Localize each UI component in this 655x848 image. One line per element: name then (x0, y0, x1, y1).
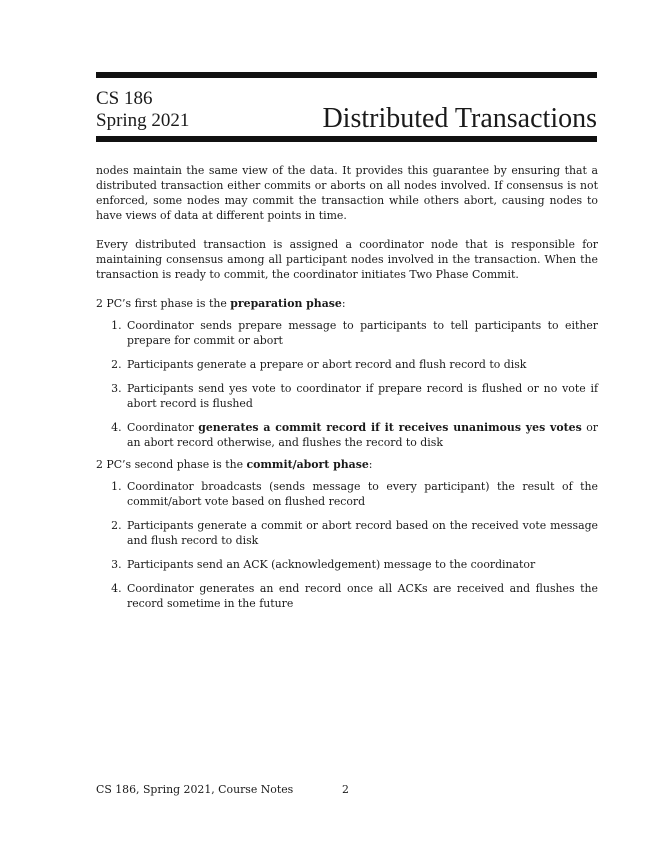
phase2-intro-suffix: : (368, 458, 373, 471)
page-number: 2 (342, 783, 349, 796)
phase1-item4-suffix: or an abort record otherwise, and flushes the record to disk (127, 421, 598, 449)
phase2-intro (96, 457, 598, 472)
phase2-list (96, 479, 598, 611)
phase1-list (96, 318, 598, 450)
paragraph-coordinator: Every distributed transaction is assigned a coordinator node that is responsible for maintaining consensus among all participant nodes involved in the transaction. When the transaction is ready to commit, the coordinator initiates Two Phase Commit. (96, 238, 598, 281)
paragraph-consensus: nodes maintain the same view of the data. It provides this guarantee by ensuring that a distributed transaction either commits or aborts on all nodes involved. If consensus is not enforced, some nodes may commit the transaction while others abort, causing nodes to have views of data at different points in time. (96, 164, 598, 222)
phase2-intro-prefix: 2 PC’s second phase is the (96, 458, 247, 471)
phase1-item (125, 420, 598, 450)
course-label (96, 88, 189, 132)
phase2-item: 2. Participants generate a commit or abort record based on the received vote message and flush record to disk (125, 518, 598, 548)
course-number: CS 186 (96, 88, 153, 109)
phase1-item4-bold: generates a commit record if it receives unanimous yes votes (198, 421, 582, 434)
phase2-name: commit/abort phase (246, 458, 369, 471)
phase2-item: 3. Participants send an ACK (acknowledgement) message to the coordinator (125, 557, 598, 572)
document-body (96, 163, 598, 618)
phase2-item: 4. Coordinator generates an end record once all ACKs are received and flushes the record sometime in the future (125, 581, 598, 611)
document-title: Distributed Transactions (322, 103, 597, 134)
phase1-item4-prefix: Coordinator (127, 421, 199, 434)
phase1-item: 2. Participants generate a prepare or abort record and flush record to disk (125, 357, 598, 372)
footer-course-notes: CS 186, Spring 2021, Course Notes (96, 783, 294, 796)
course-term: Spring 2021 (96, 110, 190, 131)
phase1-intro (96, 296, 598, 311)
phase1-intro-suffix: : (341, 297, 346, 310)
header-bottom-rule (96, 136, 597, 142)
header-top-rule (96, 72, 597, 78)
phase1-item: 3. Participants send yes vote to coordinator if prepare record is flushed or no vote if abort record is flushed (125, 381, 598, 411)
phase1-intro-prefix: 2 PC’s first phase is the (96, 297, 231, 310)
phase2-item: 1. Coordinator broadcasts (sends message to every participant) the result of the commit/abort vote based on flushed record (125, 479, 598, 509)
phase1-name: preparation phase (230, 297, 342, 310)
phase1-item: 1. Coordinator sends prepare message to participants to tell participants to either prepare for commit or abort (125, 318, 598, 348)
